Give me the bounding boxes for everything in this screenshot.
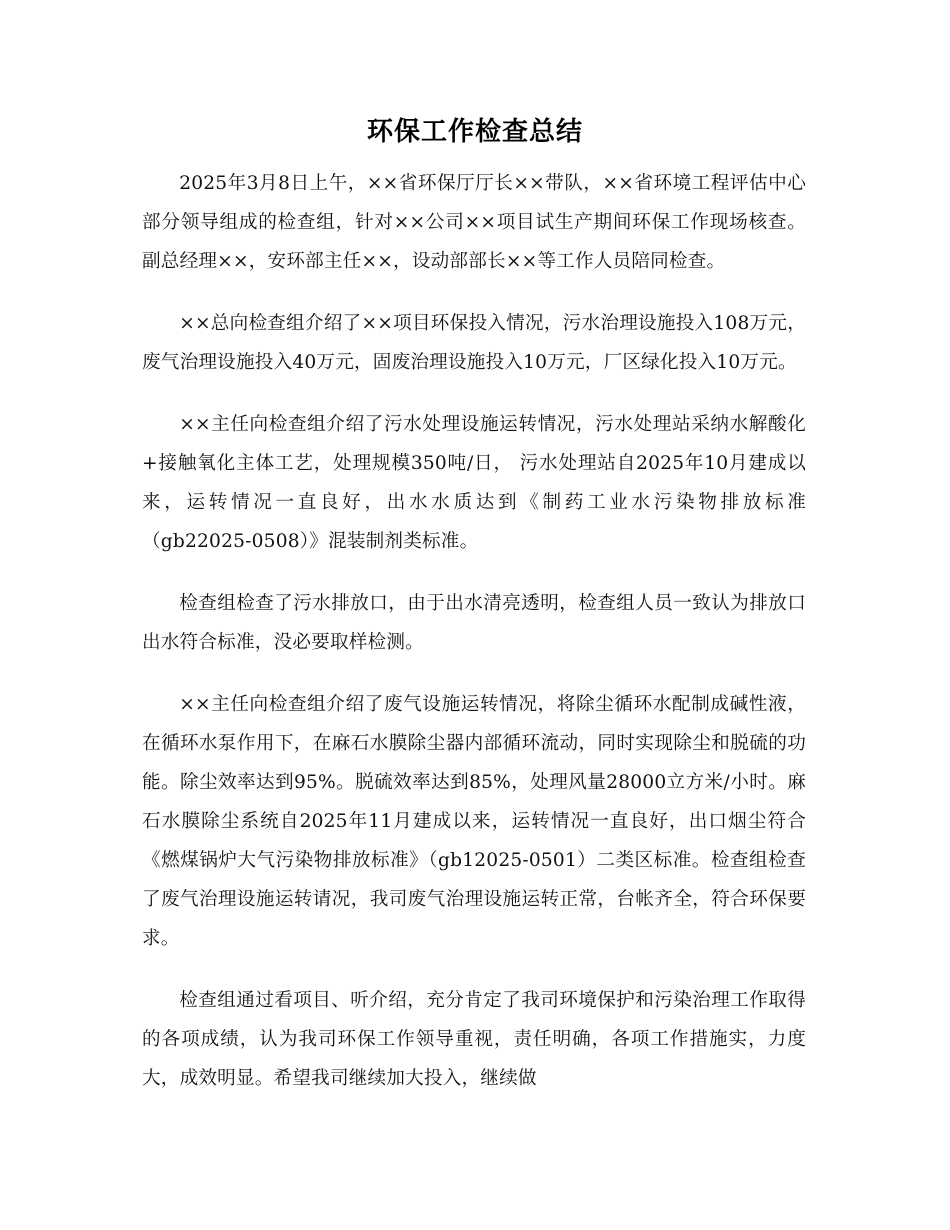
paragraph-conclusion: 检查组通过看项目、听介绍，充分肯定了我司环境保护和污染治理工作取得的各项成绩，认为我司环保工作领导重视，责任明确，各项工作措施实，力度大，成效明显。希望我司继续加大投入，继续做: [142, 990, 806, 1089]
paragraph-wastewater-facility: ××主任向检查组介绍了污水处理设施运转情况，污水处理站采纳水解酸化+接触氧化主体工艺，处理规模350吨/日， 污水处理站自2025年10月建成以来，运转情况一直良好，出水水质达到《制药工业水污染物排放标准（gb22025-0508）》混装制剂类标准。: [142, 414, 806, 552]
paragraph-investment: ××总向检查组介绍了××项目环保投入情况，污水治理设施投入108万元，废气治理设施投入40万元，固废治理设施投入10万元，厂区绿化投入10万元。: [142, 313, 806, 373]
paragraph-inspection-overview: 2025年3月8日上午，××省环保厅厅长××带队，××省环境工程评估中心部分领导组成的检查组，针对××公司××项目试生产期间环保工作现场核查。副总经理××，安环部主任××，设动部部长××等工作人员陪同检查。: [142, 173, 806, 272]
document-body: [142, 164, 806, 1121]
paragraph-exhaust-facility: ××主任向检查组介绍了废气设施运转情况，将除尘循环水配制成碱性液，在循环水泵作用下，在麻石水膜除尘器内部循环流动，同时实现除尘和脱硫的功能。除尘效率达到95%。脱硫效率达到85%，处理风量28000立方米/小时。麻石水膜除尘系统自2025年11月建成以来，运转情况一直良好，出口烟尘符合《燃煤锅炉大气污染物排放标准》（gb12025-0501）二类区标准。检查组检查了废气治理设施运转请况，我司废气治理设施运转正常，台帐齐全，符合环保要求。: [142, 694, 806, 949]
paragraph-discharge-outlet: 检查组检查了污水排放口，由于出水清亮透明，检查组人员一致认为排放口出水符合标准，没必要取样检测。: [142, 593, 806, 653]
document-title: 环保工作检查总结: [366, 117, 583, 147]
